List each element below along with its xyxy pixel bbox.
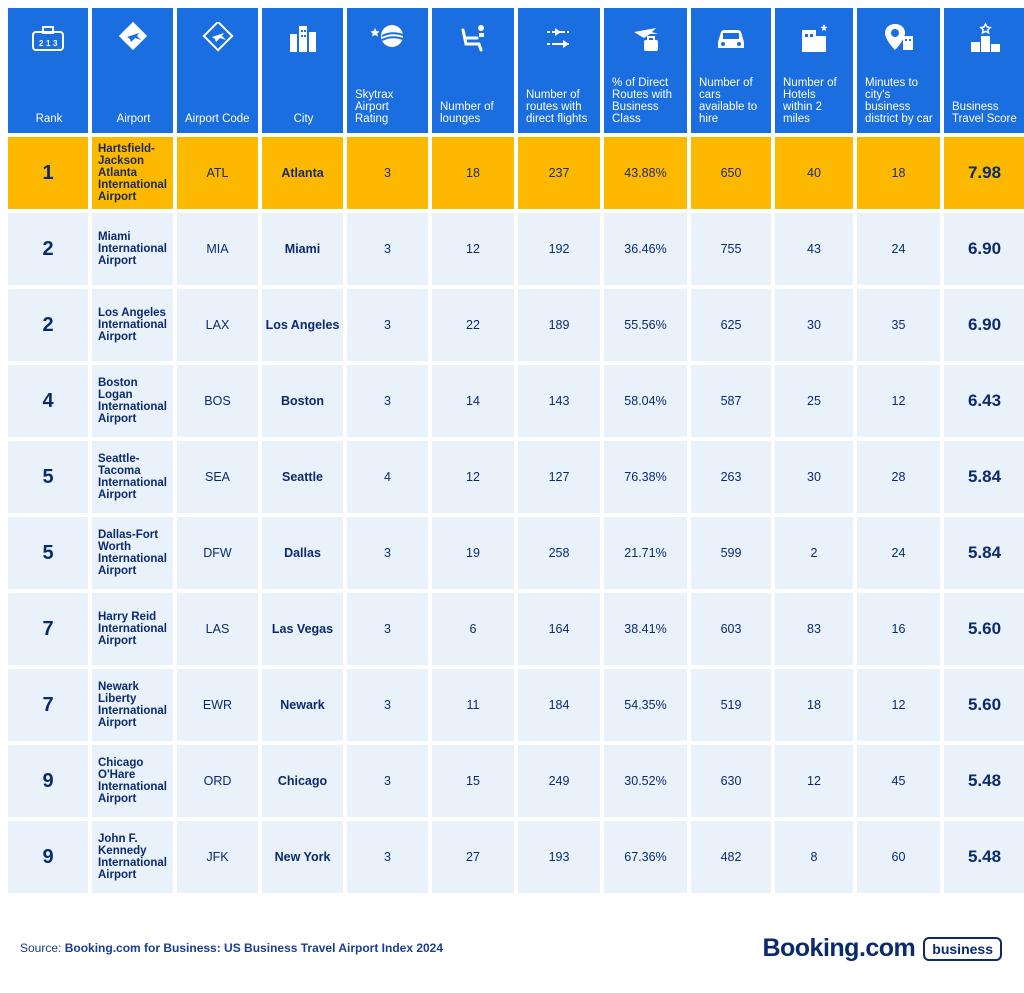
- score-cell: 5.48: [944, 821, 1024, 893]
- minutes-cell: 12: [857, 669, 940, 741]
- column-header: [92, 8, 173, 133]
- business-class-pct-cell: 21.71%: [604, 517, 687, 589]
- rank-cell: 2: [8, 213, 88, 285]
- minutes-cell: 18: [857, 137, 940, 209]
- cars-cell: 630: [691, 745, 771, 817]
- direct-flights-icon: [541, 22, 577, 54]
- city-cell: New York: [262, 821, 343, 893]
- column-header-label: Airport: [116, 113, 151, 125]
- airport-code-cell: SEA: [177, 441, 258, 513]
- skytrax-rating-icon: [370, 22, 406, 54]
- score-cell: 5.48: [944, 745, 1024, 817]
- brand-badge: business: [923, 937, 1002, 961]
- column-header-label: Minutes to city's business district by car: [865, 77, 933, 125]
- column-header: [177, 8, 258, 133]
- airport-code-icon: [200, 22, 236, 54]
- column-header-label: Rank: [35, 113, 63, 125]
- skytrax-rating-cell: 3: [347, 517, 428, 589]
- hotels-cell: 18: [775, 669, 853, 741]
- lounges-cell: 27: [432, 821, 514, 893]
- minutes-cell: 60: [857, 821, 940, 893]
- airport-code-cell: JFK: [177, 821, 258, 893]
- column-header-label: Business Travel Score: [952, 101, 1017, 125]
- rank-cell: 7: [8, 669, 88, 741]
- location-pin-icon: [881, 22, 917, 54]
- airport-code-cell: EWR: [177, 669, 258, 741]
- cars-cell: 263: [691, 441, 771, 513]
- airport-code-cell: ORD: [177, 745, 258, 817]
- routes-cell: 189: [518, 289, 600, 361]
- airport-code-cell: LAS: [177, 593, 258, 665]
- ranking-table: [8, 8, 1024, 893]
- cars-cell: 482: [691, 821, 771, 893]
- hotel-icon: [796, 22, 832, 54]
- city-cell: Los Angeles: [262, 289, 343, 361]
- hotels-cell: 83: [775, 593, 853, 665]
- column-header: [262, 8, 343, 133]
- business-class-pct-cell: 36.46%: [604, 213, 687, 285]
- routes-cell: 143: [518, 365, 600, 437]
- minutes-cell: 28: [857, 441, 940, 513]
- score-cell: 7.98: [944, 137, 1024, 209]
- skytrax-rating-cell: 3: [347, 365, 428, 437]
- airport-code-cell: ATL: [177, 137, 258, 209]
- city-cell: Seattle: [262, 441, 343, 513]
- hotels-cell: 2: [775, 517, 853, 589]
- minutes-cell: 12: [857, 365, 940, 437]
- lounges-cell: 15: [432, 745, 514, 817]
- hotels-cell: 30: [775, 289, 853, 361]
- hotels-cell: 43: [775, 213, 853, 285]
- skytrax-rating-cell: 3: [347, 821, 428, 893]
- airport-name-cell: Seattle-Tacoma International Airport: [92, 441, 173, 513]
- cars-cell: 519: [691, 669, 771, 741]
- city-cell: Atlanta: [262, 137, 343, 209]
- city-buildings-icon: [285, 22, 321, 54]
- hotels-cell: 8: [775, 821, 853, 893]
- svg-text:2: 2: [39, 39, 44, 48]
- lounges-cell: 6: [432, 593, 514, 665]
- business-class-pct-cell: 54.35%: [604, 669, 687, 741]
- rank-cell: 5: [8, 517, 88, 589]
- skytrax-rating-cell: 3: [347, 213, 428, 285]
- column-header-label: Number of cars available to hire: [699, 77, 758, 125]
- source-text: Booking.com for Business: US Business Travel Airport Index 2024: [64, 941, 444, 955]
- rank-cell: 4: [8, 365, 88, 437]
- airport-code-cell: LAX: [177, 289, 258, 361]
- airport-code-cell: MIA: [177, 213, 258, 285]
- car-icon: [713, 22, 749, 54]
- routes-cell: 193: [518, 821, 600, 893]
- routes-cell: 127: [518, 441, 600, 513]
- business-class-pct-cell: 38.41%: [604, 593, 687, 665]
- column-header-label: Number of lounges: [440, 101, 494, 125]
- svg-text:3: 3: [53, 39, 58, 48]
- lounges-cell: 18: [432, 137, 514, 209]
- airport-name-cell: Los Angeles International Airport: [92, 289, 173, 361]
- airport-name-cell: Boston Logan International Airport: [92, 365, 173, 437]
- booking-business-logo: [762, 934, 1002, 963]
- score-cell: 5.84: [944, 441, 1024, 513]
- routes-cell: 192: [518, 213, 600, 285]
- routes-cell: 164: [518, 593, 600, 665]
- business-class-pct-cell: 76.38%: [604, 441, 687, 513]
- minutes-cell: 16: [857, 593, 940, 665]
- city-cell: Chicago: [262, 745, 343, 817]
- column-header-label: Number of routes with direct flights: [526, 89, 588, 125]
- svg-text:1: 1: [46, 39, 51, 48]
- cars-cell: 603: [691, 593, 771, 665]
- airport-name-cell: Chicago O'Hare International Airport: [92, 745, 173, 817]
- column-header: [8, 8, 88, 133]
- business-class-pct-cell: 67.36%: [604, 821, 687, 893]
- column-header-label: Number of Hotels within 2 miles: [783, 77, 837, 125]
- skytrax-rating-cell: 3: [347, 593, 428, 665]
- airport-name-cell: Newark Liberty International Airport: [92, 669, 173, 741]
- airport-code-cell: DFW: [177, 517, 258, 589]
- score-cell: 5.60: [944, 669, 1024, 741]
- minutes-cell: 24: [857, 517, 940, 589]
- business-class-pct-cell: 30.52%: [604, 745, 687, 817]
- score-cell: 5.84: [944, 517, 1024, 589]
- column-header: [857, 8, 940, 133]
- hotels-cell: 30: [775, 441, 853, 513]
- column-header-label: City: [293, 113, 314, 125]
- city-cell: Miami: [262, 213, 343, 285]
- routes-cell: 258: [518, 517, 600, 589]
- lounges-cell: 22: [432, 289, 514, 361]
- source-note: [20, 941, 443, 955]
- rank-cell: 5: [8, 441, 88, 513]
- hotels-cell: 40: [775, 137, 853, 209]
- routes-cell: 249: [518, 745, 600, 817]
- source-prefix: Source:: [20, 941, 65, 955]
- column-header: [775, 8, 853, 133]
- score-cell: 6.43: [944, 365, 1024, 437]
- cars-cell: 599: [691, 517, 771, 589]
- skytrax-rating-cell: 3: [347, 137, 428, 209]
- rank-cell: 7: [8, 593, 88, 665]
- hotels-cell: 25: [775, 365, 853, 437]
- business-class-pct-cell: 58.04%: [604, 365, 687, 437]
- business-class-pct-cell: 55.56%: [604, 289, 687, 361]
- routes-cell: 237: [518, 137, 600, 209]
- skytrax-rating-cell: 3: [347, 289, 428, 361]
- business-class-pct-cell: 43.88%: [604, 137, 687, 209]
- rank-cell: 1: [8, 137, 88, 209]
- city-cell: Dallas: [262, 517, 343, 589]
- airport-name-cell: Hartsfield-Jackson Atlanta International Airport: [92, 137, 173, 209]
- airport-name-cell: Harry Reid International Airport: [92, 593, 173, 665]
- cars-cell: 625: [691, 289, 771, 361]
- column-header: [604, 8, 687, 133]
- skytrax-rating-cell: 4: [347, 441, 428, 513]
- minutes-cell: 24: [857, 213, 940, 285]
- cars-cell: 587: [691, 365, 771, 437]
- lounges-cell: 19: [432, 517, 514, 589]
- lounges-cell: 12: [432, 213, 514, 285]
- brand-name: Booking.com: [762, 934, 916, 962]
- column-header: [432, 8, 514, 133]
- airport-name-cell: John F. Kennedy International Airport: [92, 821, 173, 893]
- column-header: [518, 8, 600, 133]
- score-podium-icon: [967, 22, 1003, 54]
- lounges-cell: 14: [432, 365, 514, 437]
- minutes-cell: 35: [857, 289, 940, 361]
- airport-name-cell: Dallas-Fort Worth International Airport: [92, 517, 173, 589]
- lounges-cell: 11: [432, 669, 514, 741]
- column-header: [944, 8, 1024, 133]
- score-cell: 5.60: [944, 593, 1024, 665]
- city-cell: Newark: [262, 669, 343, 741]
- cars-cell: 755: [691, 213, 771, 285]
- rank-cell: 9: [8, 745, 88, 817]
- airport-name-cell: Miami International Airport: [92, 213, 173, 285]
- city-cell: Las Vegas: [262, 593, 343, 665]
- column-header-label: Skytrax Airport Rating: [355, 89, 394, 125]
- lounge-chair-icon: [455, 22, 491, 54]
- skytrax-rating-cell: 3: [347, 669, 428, 741]
- column-header-label: % of Direct Routes with Business Class: [612, 77, 673, 125]
- minutes-cell: 45: [857, 745, 940, 817]
- airport-code-cell: BOS: [177, 365, 258, 437]
- business-class-icon: [628, 22, 664, 54]
- score-cell: 6.90: [944, 213, 1024, 285]
- column-header: [691, 8, 771, 133]
- cars-cell: 650: [691, 137, 771, 209]
- skytrax-rating-cell: 3: [347, 745, 428, 817]
- lounges-cell: 12: [432, 441, 514, 513]
- airplane-tag-icon: [115, 22, 151, 54]
- routes-cell: 184: [518, 669, 600, 741]
- column-header-label: Airport Code: [185, 113, 250, 125]
- city-cell: Boston: [262, 365, 343, 437]
- column-header: [347, 8, 428, 133]
- rank-cell: 9: [8, 821, 88, 893]
- hotels-cell: 12: [775, 745, 853, 817]
- rank-podium-icon: [30, 22, 66, 54]
- rank-cell: 2: [8, 289, 88, 361]
- score-cell: 6.90: [944, 289, 1024, 361]
